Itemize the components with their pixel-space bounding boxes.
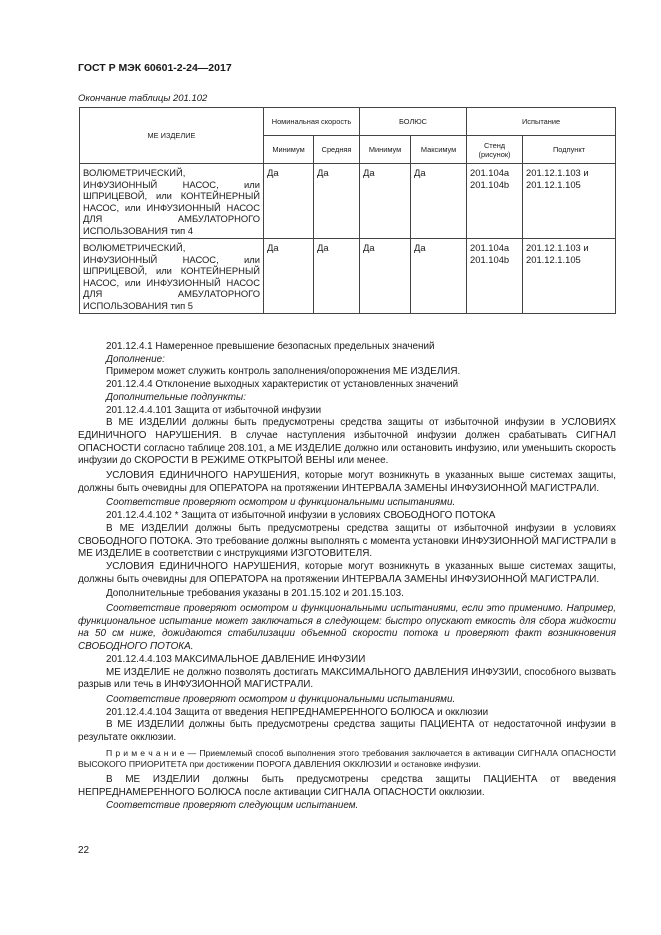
cell-bolus-max: Да	[411, 239, 467, 314]
subclause-line-1: 201.12.1.103 и	[526, 167, 589, 178]
th-device: МЕ ИЗДЕЛИЕ	[80, 108, 264, 164]
cell-subclause	[523, 239, 616, 314]
subclause-line-2: 201.12.1.105	[526, 253, 581, 265]
paragraph: Примером может служить контроль заполнения/опорожнения МЕ ИЗДЕЛИЯ.	[106, 366, 461, 378]
device-table	[79, 107, 616, 314]
paragraph: В МЕ ИЗДЕЛИИ должны быть предусмотрены средства защиты от избыточной инфузии в УСЛОВИЯХ ЕДИНИЧНОГО НАРУШЕНИЯ. В случае наступления избыточной инфузии должен срабатывать СИГНАЛ ОПАСНОСТИ согласно таблице 208.101, а МЕ ИЗДЕЛИЕ должно или остановить инфузию, или уменьшить скорость инфузии до СКОРОСТИ В РЕЖИМЕ ОТКРЫТОЙ ВЕНЫ или менее.	[78, 417, 616, 467]
th-subclause: Подпункт	[523, 136, 616, 164]
paragraph: 201.12.4.4 Отклонение выходных характеристик от установленных значений	[106, 379, 459, 391]
paragraph: МЕ ИЗДЕЛИЕ не должно позволять достигать МАКСИМАЛЬНОГО ДАВЛЕНИЯ ИНФУЗИИ, способного вызвать разрыв или течь в ИНФУЗИОННОЙ МАГИСТРАЛИ.	[78, 666, 616, 691]
table-row	[80, 164, 616, 239]
paragraph: 201.12.4.4.103 МАКСИМАЛЬНОЕ ДАВЛЕНИЕ ИНФУЗИИ	[106, 653, 366, 665]
cell-min: Да	[264, 164, 314, 239]
body-text	[78, 341, 616, 813]
paragraph: Дополнительные подпункты:	[106, 391, 246, 403]
paragraph: Дополнительные требования указаны в 201.15.102 и 201.15.103.	[106, 588, 404, 600]
paragraph: Соответствие проверяют осмотром и функциональными испытаниями.	[106, 497, 456, 509]
paragraph: УСЛОВИЯ ЕДИНИЧНОГО НАРУШЕНИЯ, которые могут возникнуть в указанных выше системах защиты, должны быть очевидны для ОПЕРАТОРА на протяжении ИНТЕРВАЛА ЗАМЕНЫ ИНФУЗИОННОЙ МАГИСТРАЛИ.	[78, 560, 616, 585]
cell-min: Да	[264, 239, 314, 314]
standard-header: ГОСТ Р МЭК 60601-2-24—2017	[78, 62, 232, 74]
cell-avg: Да	[314, 239, 360, 314]
table-caption: Окончание таблицы 201.102	[78, 93, 208, 104]
stand-fig-b: 201.104b	[470, 178, 510, 190]
paragraph: Соответствие проверяют осмотром и функциональными испытаниями, если это применимо. Например, функциональное испытание может заключаться в следующем: быстро опускают емкость для сбора жидкости на 50 см ниже, дожидаются стабилизации объемной скорости потока и проверяют факт возникновения СВОБОДНОГО ПОТОКА.	[78, 603, 616, 653]
th-stand: Стенд (рисунок)	[467, 136, 523, 164]
subclause-line-1: 201.12.1.103 и	[526, 242, 589, 253]
cell-bolus-max: Да	[411, 164, 467, 239]
paragraph: 201.12.4.1 Намеренное превышение безопасных предельных значений	[106, 341, 435, 352]
paragraph: 201.12.4.4.101 Защита от избыточной инфузии	[106, 404, 322, 416]
table-row	[80, 239, 616, 314]
cell-avg: Да	[314, 164, 360, 239]
page-number: 22	[78, 845, 90, 856]
paragraph: Соответствие проверяют осмотром и функциональными испытаниями.	[106, 693, 456, 705]
paragraph: УСЛОВИЯ ЕДИНИЧНОГО НАРУШЕНИЯ, которые могут возникнуть в указанных выше системах защиты, должны быть очевидны для ОПЕРАТОРА на протяжении ИНТЕРВАЛА ЗАМЕНЫ ИНФУЗИОННОЙ МАГИСТРАЛИ.	[78, 470, 616, 494]
paragraph: В МЕ ИЗДЕЛИИ должны быть предусмотрены средства защиты от избыточной инфузии в условиях СВОБОДНОГО ПОТОКА. Это требование должны выполнять с момента установки ИНФУЗИОННОЙ МАГИСТРАЛИ в МЕ ИЗДЕЛИЕ в соответствии с инструкциями ИЗГОТОВИТЕЛЯ.	[78, 522, 616, 560]
th-nominal-rate: Номинальная скорость	[264, 108, 360, 136]
th-bolus-min: Минимум	[360, 136, 411, 164]
th-bolus-max: Максимум	[411, 136, 467, 164]
th-bolus: БОЛЮС	[360, 108, 467, 136]
paragraph: В МЕ ИЗДЕЛИИ должны быть предусмотрены средства защиты ПАЦИЕНТА от введения НЕПРЕДНАМЕРЕННОГО БОЛЮСА после активации СИГНАЛА ОПАСНОСТИ окклюзии.	[78, 774, 616, 799]
cell-device: ВОЛЮМЕТРИЧЕСКИЙ, ИНФУЗИОННЫЙ НАСОС, или ШПРИЦЕВОЙ, или КОНТЕЙНЕРНЫЙ НАСОС, или ИНФУЗИОННЫЙ НАСОС ДЛЯ АМБУЛАТОРНОГО ИСПОЛЬЗОВАНИЯ тип 5	[80, 239, 264, 314]
paragraph: В МЕ ИЗДЕЛИИ должны быть предусмотрены средства защиты ПАЦИЕНТА от недостаточной инфузии в результате окклюзии.	[78, 719, 616, 744]
subclause-line-2: 201.12.1.105	[526, 178, 581, 190]
cell-bolus-min: Да	[360, 239, 411, 314]
th-test: Испытание	[467, 108, 616, 136]
stand-fig-b: 201.104b	[470, 253, 510, 265]
cell-stand	[467, 164, 523, 239]
paragraph: Дополнение:	[106, 353, 165, 365]
cell-bolus-min: Да	[360, 164, 411, 239]
paragraph: 201.12.4.4.104 Защита от введения НЕПРЕДНАМЕРЕННОГО БОЛЮСА и окклюзии	[106, 706, 489, 718]
th-avg: Средняя	[314, 136, 360, 164]
cell-subclause	[523, 164, 616, 239]
paragraph: Соответствие проверяют следующим испытанием.	[106, 799, 359, 811]
paragraph: 201.12.4.4.102 * Защита от избыточной инфузии в условиях СВОБОДНОГО ПОТОКА	[106, 510, 496, 522]
stand-fig-a: 201.104a	[470, 167, 510, 178]
note-paragraph: П р и м е ч а н и е — Приемлемый способ выполнения этого требования заключается в активации СИГНАЛА ОПАСНОСТИ ВЫСОКОГО ПРИОРИТЕТА при достижении ПОРОГА ДАВЛЕНИЯ ОККЛЮЗИИ и остановке инфузии.	[78, 747, 616, 770]
th-min: Минимум	[264, 136, 314, 164]
cell-device: ВОЛЮМЕТРИЧЕСКИЙ, ИНФУЗИОННЫЙ НАСОС, или ШПРИЦЕВОЙ, или КОНТЕЙНЕРНЫЙ НАСОС, или ИНФУЗИОННЫЙ НАСОС ДЛЯ АМБУЛАТОРНОГО ИСПОЛЬЗОВАНИЯ тип 4	[80, 164, 264, 239]
cell-stand	[467, 239, 523, 314]
stand-fig-a: 201.104a	[470, 242, 510, 253]
